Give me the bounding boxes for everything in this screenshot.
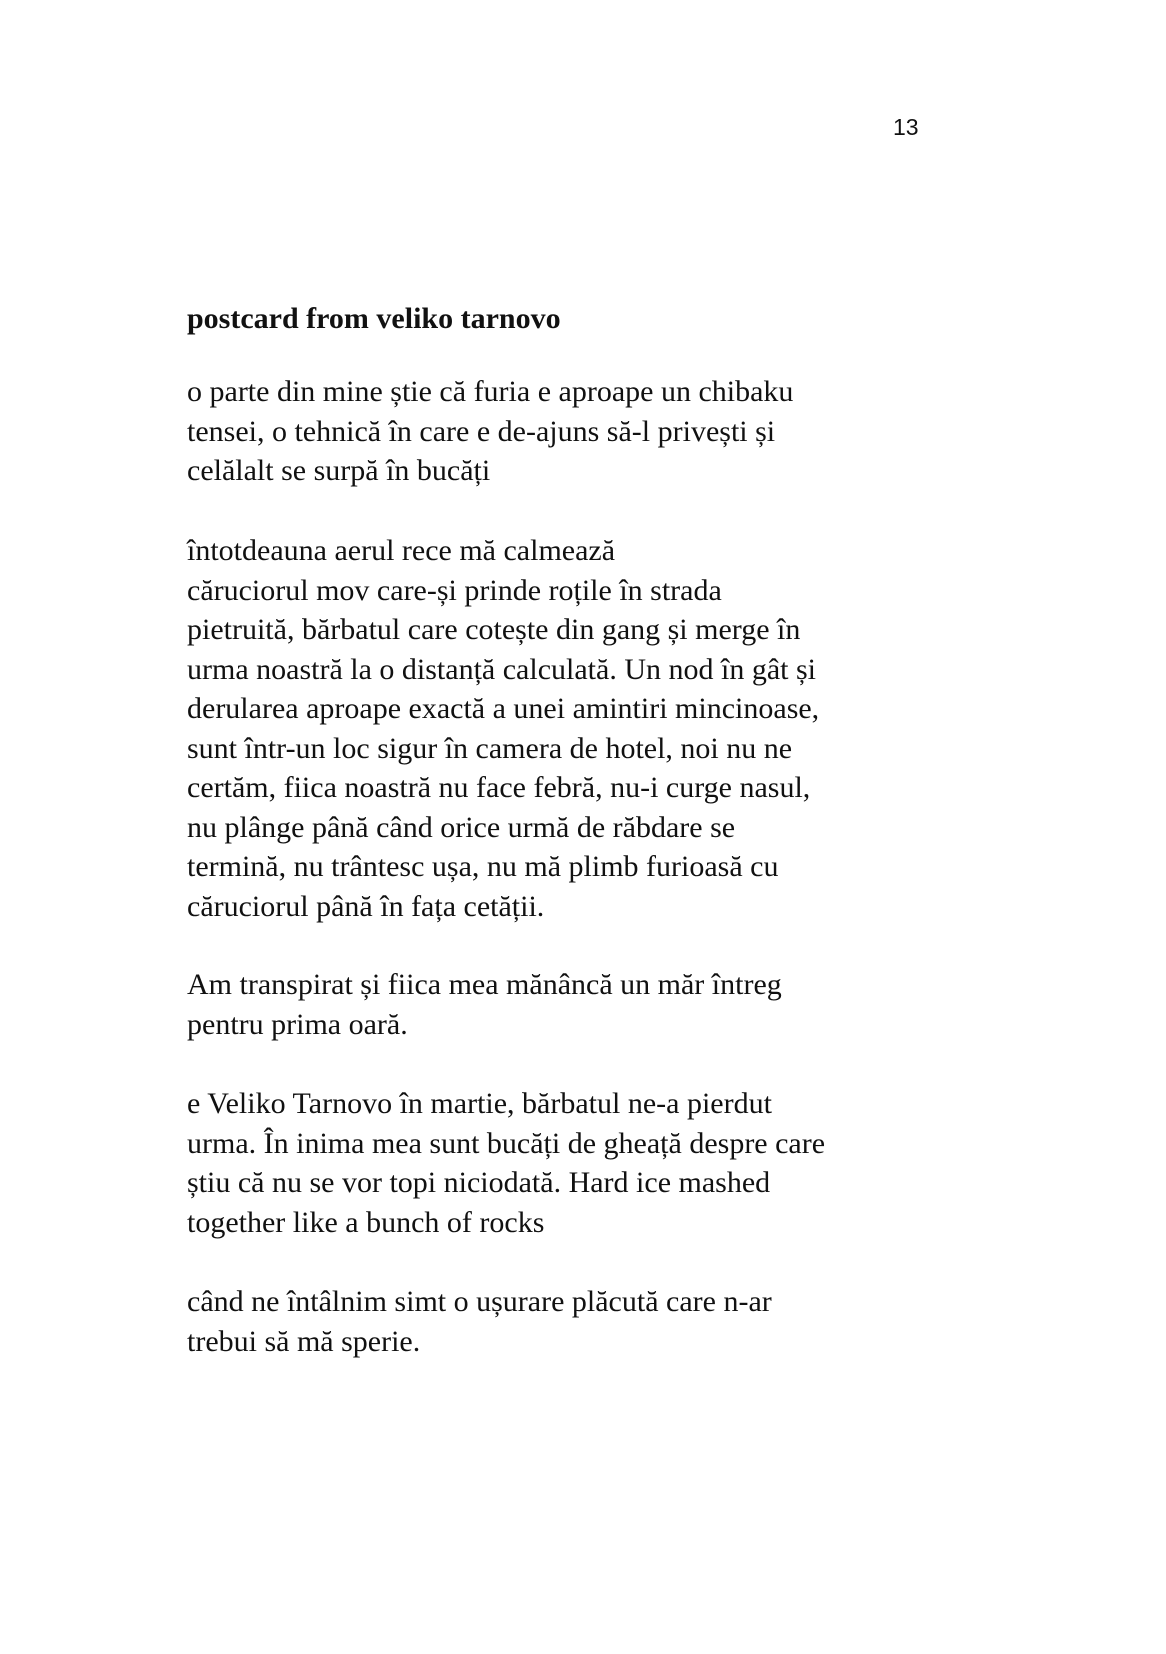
line: trebui să mă sperie. bbox=[187, 1324, 421, 1358]
line: știu că nu se vor topi niciodată. Hard ice mashed bbox=[187, 1166, 771, 1199]
line: together like a bunch of rocks bbox=[187, 1205, 545, 1239]
poem-title: postcard from veliko tarnovo bbox=[187, 302, 561, 335]
line: e Veliko Tarnovo în martie, bărbatul ne-a pierdut bbox=[187, 1087, 772, 1120]
line: urma. În inima mea sunt bucăți de gheață despre care bbox=[187, 1126, 826, 1160]
page-number: 13 bbox=[893, 114, 919, 140]
stanza-2 bbox=[187, 531, 819, 926]
line: căruciorul până în fața cetății. bbox=[187, 889, 545, 923]
line: căruciorul mov care-și prinde roțile în strada bbox=[187, 573, 722, 607]
line: pietruită, bărbatul care cotește din gang și merge în bbox=[187, 613, 801, 646]
stanza-3 bbox=[187, 965, 782, 1044]
line: pentru prima oară. bbox=[187, 1007, 408, 1041]
line: derularea aproape exactă a unei amintiri mincinoase, bbox=[187, 692, 820, 725]
line: certăm, fiica noastră nu face febră, nu-i curge nasul, bbox=[187, 771, 811, 804]
line: când ne întâlnim simt o ușurare plăcută care n-ar bbox=[187, 1285, 772, 1318]
line: urma noastră la o distanță calculată. Un nod în gât și bbox=[187, 652, 816, 686]
line: întotdeauna aerul rece mă calmează bbox=[187, 534, 616, 567]
line: o parte din mine știe că furia e aproape un chibaku bbox=[187, 375, 794, 408]
stanza-4 bbox=[187, 1084, 825, 1242]
line: sunt într-un loc sigur în camera de hotel, noi nu ne bbox=[187, 731, 793, 765]
line: Am transpirat și fiica mea mănâncă un măr întreg bbox=[187, 968, 782, 1001]
stanza-1 bbox=[187, 372, 793, 491]
line: termină, nu trântesc ușa, nu mă plimb furioasă cu bbox=[187, 850, 779, 883]
line: celălalt se surpă în bucăți bbox=[187, 454, 491, 487]
line: tensei, o tehnică în care e de-ajuns să-l privești și bbox=[187, 414, 776, 448]
line: nu plânge până când orice urmă de răbdare se bbox=[187, 810, 736, 844]
stanza-5 bbox=[187, 1282, 772, 1361]
